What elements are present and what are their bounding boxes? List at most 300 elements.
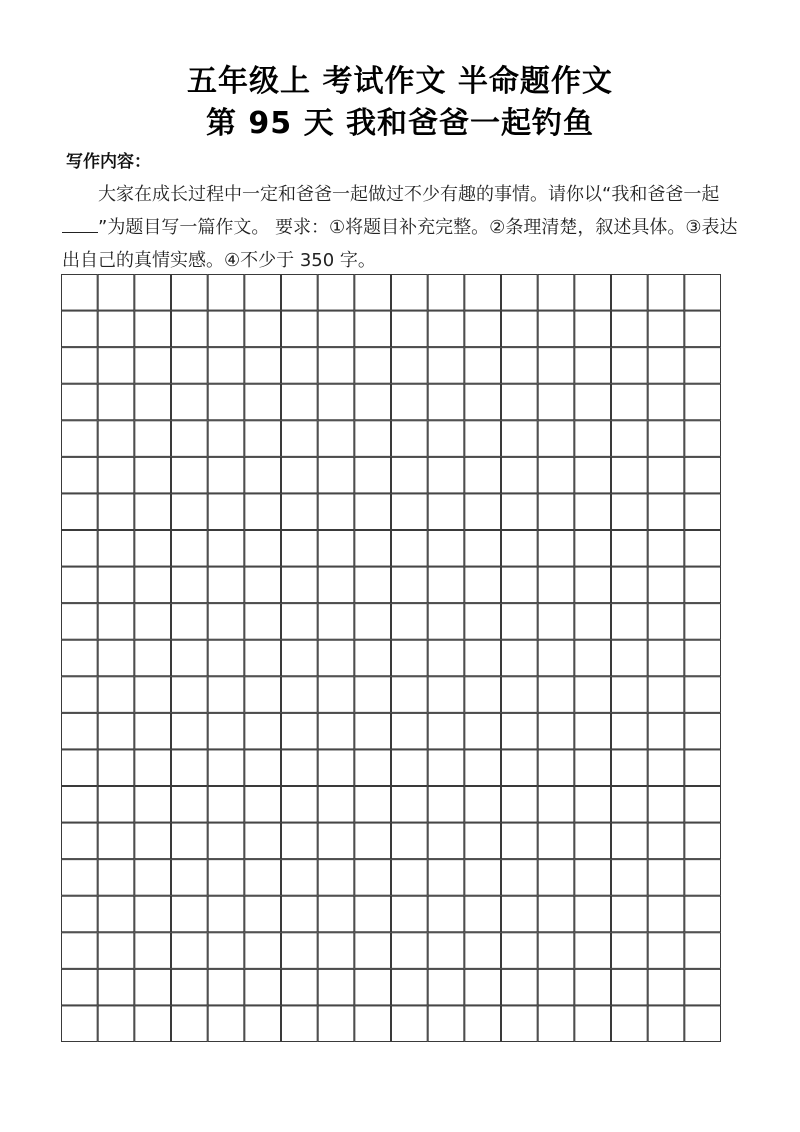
grid-cell bbox=[428, 969, 464, 1005]
grid-cell bbox=[685, 787, 721, 823]
grid-cell bbox=[208, 933, 244, 969]
grid-cell bbox=[648, 567, 684, 603]
grid-cell bbox=[428, 348, 464, 384]
grid-cell bbox=[62, 750, 98, 786]
grid-cell bbox=[318, 348, 354, 384]
grid-cell bbox=[98, 896, 134, 932]
grid-cell bbox=[502, 384, 538, 420]
grid-cell bbox=[648, 823, 684, 859]
grid-cell bbox=[538, 860, 574, 896]
grid-cell bbox=[282, 348, 318, 384]
grid-cell bbox=[282, 1006, 318, 1042]
grid-cell bbox=[575, 421, 611, 457]
grid-cell bbox=[428, 275, 464, 311]
grid-cell bbox=[172, 494, 208, 530]
grid-cell bbox=[648, 531, 684, 567]
grid-cell bbox=[428, 933, 464, 969]
grid-cell bbox=[648, 933, 684, 969]
grid-cell bbox=[612, 713, 648, 749]
grid-cell bbox=[575, 640, 611, 676]
grid-cell bbox=[502, 750, 538, 786]
grid-cell bbox=[135, 750, 171, 786]
grid-cell bbox=[135, 677, 171, 713]
grid-cell bbox=[648, 604, 684, 640]
grid-cell bbox=[428, 1006, 464, 1042]
grid-cell bbox=[502, 969, 538, 1005]
grid-cell bbox=[318, 787, 354, 823]
grid-cell bbox=[685, 457, 721, 493]
grid-cell bbox=[98, 275, 134, 311]
grid-cell bbox=[318, 860, 354, 896]
grid-cell bbox=[245, 604, 281, 640]
grid-cell bbox=[355, 421, 391, 457]
grid-cell bbox=[172, 421, 208, 457]
grid-cell bbox=[135, 348, 171, 384]
grid-cell bbox=[98, 531, 134, 567]
grid-cell bbox=[575, 713, 611, 749]
grid-cell bbox=[392, 750, 428, 786]
grid-cell bbox=[135, 969, 171, 1005]
page-title-line1: 五年级上 考试作文 半命题作文 bbox=[187, 64, 613, 99]
grid-cell bbox=[355, 677, 391, 713]
grid-cell bbox=[538, 457, 574, 493]
grid-cell bbox=[355, 531, 391, 567]
grid-cell bbox=[355, 933, 391, 969]
grid-cell bbox=[318, 494, 354, 530]
grid-cell bbox=[648, 421, 684, 457]
grid-cell bbox=[245, 275, 281, 311]
grid-cell bbox=[282, 969, 318, 1005]
grid-cell bbox=[172, 677, 208, 713]
grid-cell bbox=[502, 1006, 538, 1042]
grid-cell bbox=[355, 457, 391, 493]
grid-cell bbox=[575, 823, 611, 859]
grid-cell bbox=[98, 421, 134, 457]
grid-cell bbox=[245, 348, 281, 384]
grid-cell bbox=[428, 567, 464, 603]
grid-cell bbox=[465, 457, 501, 493]
grid-cell bbox=[282, 933, 318, 969]
grid-cell bbox=[612, 787, 648, 823]
grid-cell bbox=[648, 384, 684, 420]
grid-cell bbox=[318, 677, 354, 713]
grid-cell bbox=[208, 787, 244, 823]
grid-cell bbox=[538, 933, 574, 969]
grid-cell bbox=[428, 531, 464, 567]
grid-cell bbox=[208, 567, 244, 603]
grid-cell bbox=[428, 713, 464, 749]
grid-cell bbox=[685, 896, 721, 932]
grid-cell bbox=[575, 275, 611, 311]
grid-cell bbox=[245, 860, 281, 896]
grid-cell bbox=[135, 933, 171, 969]
grid-cell bbox=[685, 969, 721, 1005]
grid-cell bbox=[538, 384, 574, 420]
grid-cell bbox=[62, 896, 98, 932]
grid-cell bbox=[428, 860, 464, 896]
grid-cell bbox=[282, 750, 318, 786]
grid-cell bbox=[392, 384, 428, 420]
grid-cell bbox=[62, 969, 98, 1005]
grid-cell bbox=[208, 823, 244, 859]
grid-cell bbox=[648, 713, 684, 749]
grid-cell bbox=[355, 348, 391, 384]
grid-cell bbox=[392, 275, 428, 311]
grid-cell bbox=[392, 896, 428, 932]
grid-cell bbox=[355, 713, 391, 749]
grid-cell bbox=[465, 311, 501, 347]
grid-cell bbox=[465, 348, 501, 384]
grid-cell bbox=[98, 823, 134, 859]
grid-cell bbox=[282, 713, 318, 749]
grid-cell bbox=[245, 787, 281, 823]
grid-cell bbox=[62, 494, 98, 530]
grid-cell bbox=[612, 421, 648, 457]
grid-cell bbox=[318, 531, 354, 567]
grid-cell bbox=[612, 348, 648, 384]
grid-cell bbox=[62, 640, 98, 676]
grid-cell bbox=[685, 713, 721, 749]
writing-grid-svg bbox=[61, 274, 721, 1042]
grid-cell bbox=[318, 823, 354, 859]
grid-cell bbox=[245, 640, 281, 676]
grid-cell bbox=[685, 494, 721, 530]
grid-cell bbox=[538, 494, 574, 530]
grid-cell bbox=[208, 275, 244, 311]
grid-cell bbox=[135, 275, 171, 311]
grid-cell bbox=[428, 494, 464, 530]
grid-cell bbox=[135, 896, 171, 932]
grid-cell bbox=[172, 969, 208, 1005]
grid-cell bbox=[355, 750, 391, 786]
grid-cell bbox=[245, 567, 281, 603]
grid-cell bbox=[685, 640, 721, 676]
grid-cell bbox=[172, 640, 208, 676]
grid-cell bbox=[208, 1006, 244, 1042]
grid-cell bbox=[612, 275, 648, 311]
grid-cell bbox=[172, 604, 208, 640]
grid-cell bbox=[685, 823, 721, 859]
grid-cell bbox=[648, 311, 684, 347]
grid-cell bbox=[172, 567, 208, 603]
grid-cell bbox=[538, 750, 574, 786]
grid-cell bbox=[685, 1006, 721, 1042]
grid-cell bbox=[502, 457, 538, 493]
grid-cell bbox=[208, 457, 244, 493]
grid-cell bbox=[282, 421, 318, 457]
grid-cell bbox=[318, 421, 354, 457]
grid-cell bbox=[208, 713, 244, 749]
grid-cell bbox=[575, 311, 611, 347]
grid-cell bbox=[428, 384, 464, 420]
grid-cell bbox=[465, 275, 501, 311]
grid-cell bbox=[538, 713, 574, 749]
grid-cell bbox=[282, 457, 318, 493]
grid-cell bbox=[575, 933, 611, 969]
grid-cell bbox=[135, 1006, 171, 1042]
grid-cell bbox=[465, 531, 501, 567]
grid-cell bbox=[502, 860, 538, 896]
grid-cell bbox=[282, 860, 318, 896]
grid-cell bbox=[355, 823, 391, 859]
grid-cell bbox=[538, 677, 574, 713]
grid-cell bbox=[465, 1006, 501, 1042]
grid-cell bbox=[502, 275, 538, 311]
grid-cell bbox=[502, 494, 538, 530]
grid-cell bbox=[355, 494, 391, 530]
grid-cell bbox=[465, 421, 501, 457]
grid-cell bbox=[538, 531, 574, 567]
grid-cell bbox=[282, 531, 318, 567]
grid-cell bbox=[245, 713, 281, 749]
grid-cell bbox=[538, 787, 574, 823]
grid-cell bbox=[318, 567, 354, 603]
grid-cell bbox=[538, 969, 574, 1005]
grid-cell bbox=[392, 311, 428, 347]
grid-cell bbox=[685, 860, 721, 896]
grid-cell bbox=[612, 969, 648, 1005]
grid-cell bbox=[428, 896, 464, 932]
grid-cell bbox=[465, 494, 501, 530]
grid-cell bbox=[392, 457, 428, 493]
grid-cell bbox=[428, 640, 464, 676]
grid-cell bbox=[685, 933, 721, 969]
grid-cell bbox=[355, 604, 391, 640]
grid-cell bbox=[98, 604, 134, 640]
grid-cell bbox=[502, 713, 538, 749]
grid-cell bbox=[318, 311, 354, 347]
grid-cell bbox=[62, 531, 98, 567]
grid-cell bbox=[648, 1006, 684, 1042]
grid-cell bbox=[465, 604, 501, 640]
grid-cell bbox=[465, 787, 501, 823]
grid-cell bbox=[282, 896, 318, 932]
grid-cell bbox=[245, 311, 281, 347]
grid-cell bbox=[208, 860, 244, 896]
grid-cell bbox=[62, 604, 98, 640]
grid-cell bbox=[318, 604, 354, 640]
grid-cell bbox=[538, 896, 574, 932]
grid-cell bbox=[538, 311, 574, 347]
grid-cell bbox=[98, 933, 134, 969]
grid-cell bbox=[612, 640, 648, 676]
grid-cell bbox=[648, 787, 684, 823]
grid-cell bbox=[465, 384, 501, 420]
grid-cell bbox=[135, 384, 171, 420]
grid-cell bbox=[208, 896, 244, 932]
grid-cell bbox=[62, 677, 98, 713]
prompt-text-part2: ”为题目写一篇作文。 要求：①将题目补充完整。②条理清楚，叙述具体。③表达出自己的真情实感。④不少于 350 字。 bbox=[62, 217, 738, 271]
grid-cell bbox=[62, 567, 98, 603]
grid-cell bbox=[208, 421, 244, 457]
grid-cell bbox=[612, 1006, 648, 1042]
grid-cell bbox=[318, 969, 354, 1005]
grid-cell bbox=[172, 1006, 208, 1042]
grid-cell bbox=[282, 640, 318, 676]
grid-cell bbox=[245, 421, 281, 457]
grid-cell bbox=[575, 677, 611, 713]
grid-cell bbox=[98, 677, 134, 713]
grid-cell bbox=[172, 531, 208, 567]
grid-cell bbox=[575, 1006, 611, 1042]
grid-cell bbox=[575, 384, 611, 420]
grid-cell bbox=[135, 787, 171, 823]
grid-cell bbox=[612, 860, 648, 896]
grid-cell bbox=[612, 531, 648, 567]
grid-cell bbox=[538, 275, 574, 311]
grid-cell bbox=[648, 348, 684, 384]
grid-cell bbox=[135, 604, 171, 640]
grid-cell bbox=[208, 750, 244, 786]
grid-cell bbox=[685, 421, 721, 457]
grid-cell bbox=[428, 311, 464, 347]
grid-cell bbox=[172, 348, 208, 384]
grid-cell bbox=[135, 713, 171, 749]
grid-cell bbox=[502, 604, 538, 640]
grid-cell bbox=[318, 384, 354, 420]
grid-cell bbox=[502, 348, 538, 384]
grid-cell bbox=[685, 531, 721, 567]
grid-cell bbox=[502, 896, 538, 932]
grid-cell bbox=[465, 567, 501, 603]
grid-cell bbox=[98, 750, 134, 786]
grid-cell bbox=[575, 896, 611, 932]
grid-cell bbox=[135, 311, 171, 347]
grid-cell bbox=[575, 348, 611, 384]
grid-cell bbox=[392, 604, 428, 640]
grid-cell bbox=[282, 823, 318, 859]
grid-cell bbox=[208, 348, 244, 384]
grid-cell bbox=[428, 677, 464, 713]
grid-cell bbox=[612, 677, 648, 713]
grid-cell bbox=[172, 933, 208, 969]
grid-cell bbox=[98, 494, 134, 530]
grid-cell bbox=[648, 860, 684, 896]
grid-cell bbox=[465, 896, 501, 932]
grid-cell bbox=[135, 494, 171, 530]
grid-cell bbox=[62, 348, 98, 384]
grid-cell bbox=[355, 275, 391, 311]
grid-cell bbox=[648, 494, 684, 530]
grid-cell bbox=[355, 311, 391, 347]
grid-cell bbox=[245, 531, 281, 567]
grid-cell bbox=[135, 457, 171, 493]
grid-cell bbox=[392, 787, 428, 823]
grid-cell bbox=[648, 640, 684, 676]
grid-cell bbox=[465, 860, 501, 896]
grid-cell bbox=[135, 823, 171, 859]
grid-cell bbox=[208, 677, 244, 713]
grid-cell bbox=[575, 567, 611, 603]
grid-cell bbox=[282, 567, 318, 603]
grid-cell bbox=[208, 604, 244, 640]
grid-cell bbox=[392, 421, 428, 457]
grid-cell bbox=[685, 677, 721, 713]
grid-cell bbox=[172, 311, 208, 347]
grid-cell bbox=[575, 860, 611, 896]
grid-cell bbox=[208, 640, 244, 676]
grid-cell bbox=[575, 604, 611, 640]
grid-cell bbox=[98, 787, 134, 823]
grid-cell bbox=[62, 384, 98, 420]
grid-cell bbox=[502, 567, 538, 603]
grid-cell bbox=[318, 640, 354, 676]
grid-cell bbox=[98, 567, 134, 603]
grid-cell bbox=[245, 494, 281, 530]
grid-cell bbox=[392, 1006, 428, 1042]
grid-cell bbox=[392, 531, 428, 567]
grid-cell bbox=[172, 275, 208, 311]
grid-cell bbox=[98, 713, 134, 749]
grid-cell bbox=[62, 823, 98, 859]
grid-cell bbox=[648, 457, 684, 493]
grid-cell bbox=[98, 311, 134, 347]
grid-cell bbox=[392, 933, 428, 969]
grid-cell bbox=[428, 750, 464, 786]
grid-cell bbox=[612, 567, 648, 603]
grid-cell bbox=[392, 969, 428, 1005]
writing-prompt bbox=[62, 178, 738, 277]
grid-cell bbox=[355, 787, 391, 823]
grid-cell bbox=[98, 1006, 134, 1042]
grid-cell bbox=[245, 1006, 281, 1042]
grid-cell bbox=[575, 494, 611, 530]
grid-cell bbox=[392, 567, 428, 603]
grid-cell bbox=[245, 933, 281, 969]
grid-cell bbox=[318, 1006, 354, 1042]
grid-cell bbox=[392, 713, 428, 749]
writing-grid bbox=[61, 274, 721, 1042]
grid-cell bbox=[208, 494, 244, 530]
grid-cell bbox=[538, 823, 574, 859]
grid-cell bbox=[208, 969, 244, 1005]
grid-cell bbox=[685, 348, 721, 384]
grid-cell bbox=[685, 384, 721, 420]
grid-cell bbox=[62, 421, 98, 457]
grid-cell bbox=[392, 348, 428, 384]
grid-cell bbox=[355, 1006, 391, 1042]
grid-cell bbox=[465, 823, 501, 859]
grid-cell bbox=[538, 1006, 574, 1042]
grid-cell bbox=[245, 896, 281, 932]
grid-cell bbox=[648, 896, 684, 932]
grid-cell bbox=[98, 384, 134, 420]
grid-cell bbox=[135, 860, 171, 896]
grid-cell bbox=[62, 311, 98, 347]
grid-cell bbox=[465, 750, 501, 786]
grid-cell bbox=[575, 457, 611, 493]
grid-cell bbox=[392, 640, 428, 676]
grid-cell bbox=[465, 969, 501, 1005]
grid-cell bbox=[245, 969, 281, 1005]
grid-cell bbox=[502, 640, 538, 676]
grid-cell bbox=[62, 933, 98, 969]
grid-cell bbox=[98, 860, 134, 896]
grid-cell bbox=[465, 677, 501, 713]
grid-cell bbox=[135, 531, 171, 567]
grid-cell bbox=[648, 275, 684, 311]
grid-cell bbox=[318, 933, 354, 969]
grid-cell bbox=[612, 823, 648, 859]
grid-cell bbox=[502, 531, 538, 567]
grid-cell bbox=[428, 823, 464, 859]
grid-cell bbox=[62, 713, 98, 749]
grid-cell bbox=[245, 823, 281, 859]
grid-cell bbox=[282, 311, 318, 347]
grid-cell bbox=[648, 677, 684, 713]
grid-cell bbox=[172, 384, 208, 420]
grid-cell bbox=[172, 750, 208, 786]
